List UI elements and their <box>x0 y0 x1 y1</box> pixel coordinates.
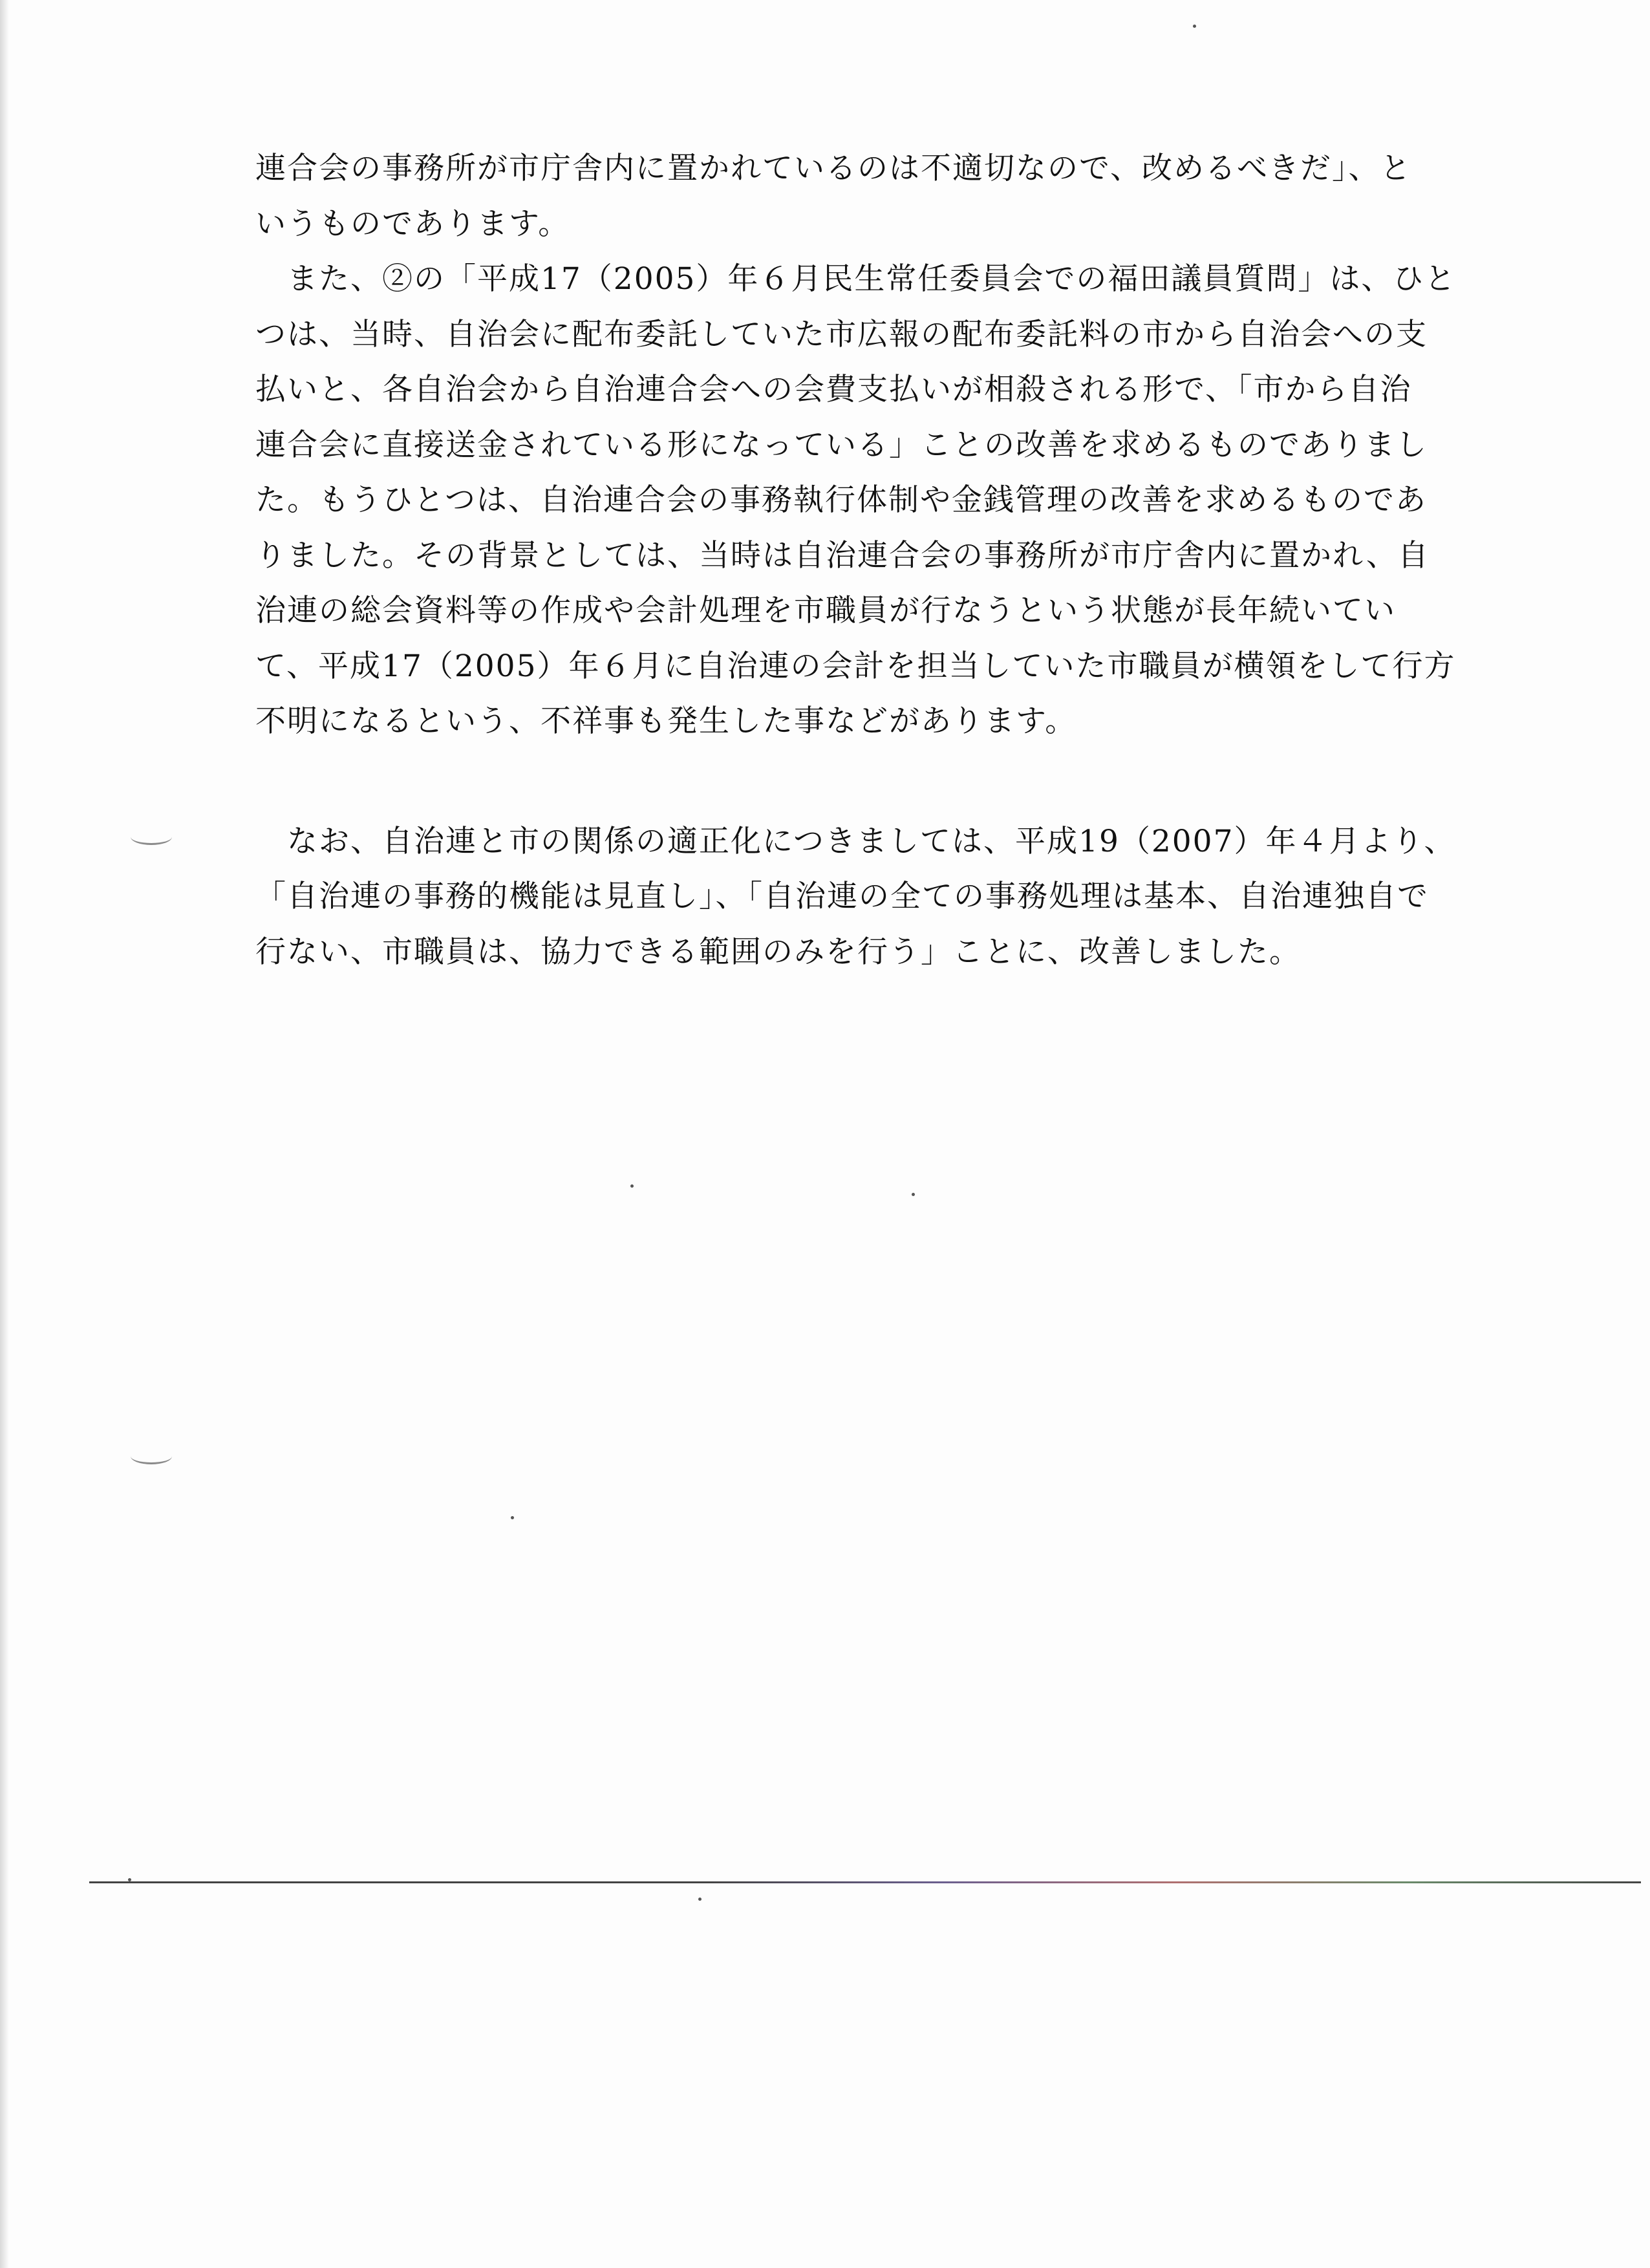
text-line: 行ない、市職員は、協力できる範囲のみを行う」ことに、改善しました。 <box>255 934 1301 970</box>
scan-edge-shadow <box>0 0 9 2268</box>
text-line: て、平成17（2005）年６月に自治連の会計を担当していた市職員が横領をして行方 <box>255 648 1456 684</box>
scan-speck <box>912 1193 915 1196</box>
scan-speck <box>630 1184 634 1188</box>
paragraph-gap <box>255 749 1529 814</box>
document-body <box>255 141 1529 979</box>
text-line: いうものであります。 <box>255 206 570 242</box>
punch-hole-mark <box>131 1448 172 1464</box>
text-line: 連合会の事務所が市庁舎内に置かれているのは不適切なので、改めるべきだ」、と <box>255 151 1412 186</box>
scan-speck <box>698 1898 702 1901</box>
punch-hole-mark <box>131 829 172 845</box>
text-line: 連合会に直接送金されている形になっている」ことの改善を求めるものでありまし <box>255 427 1428 463</box>
scan-speck <box>511 1516 514 1519</box>
text-line: た。もうひとつは、自治連合会の事務執行体制や金銭管理の改善を求めるものであ <box>255 482 1428 518</box>
text-line: つは、当時、自治会に配布委託していた市広報の配布委託料の市から自治会への支 <box>255 316 1428 352</box>
text-line: 払いと、各自治会から自治連合会への会費支払いが相殺される形で、「市から自治 <box>255 372 1412 407</box>
text-line: なお、自治連と市の関係の適正化につきましては、平成19（2007）年４月より、 <box>255 823 1456 859</box>
paragraph-2 <box>255 251 1529 749</box>
text-line: 不明になるという、不祥事も発生した事などがあります。 <box>255 703 1077 739</box>
text-line: 治連の総会資料等の作成や会計処理を市職員が行なうという状態が長年続いてい <box>255 593 1396 628</box>
paragraph-3 <box>255 814 1529 980</box>
text-line: りました。その背景としては、当時は自治連合会の事務所が市庁舎内に置かれ、自 <box>255 537 1430 573</box>
scan-speck <box>128 1878 131 1881</box>
horizontal-rule <box>89 1881 1641 1883</box>
text-line: 「自治連の事務的機能は見直し」、「自治連の全ての事務処理は基本、自治連独自で <box>255 879 1429 914</box>
scan-speck <box>1193 25 1196 28</box>
paragraph-1 <box>255 141 1529 251</box>
text-line: また、②の「平成17（2005）年６月民生常任委員会での福田議員質問」は、ひと <box>255 261 1457 297</box>
